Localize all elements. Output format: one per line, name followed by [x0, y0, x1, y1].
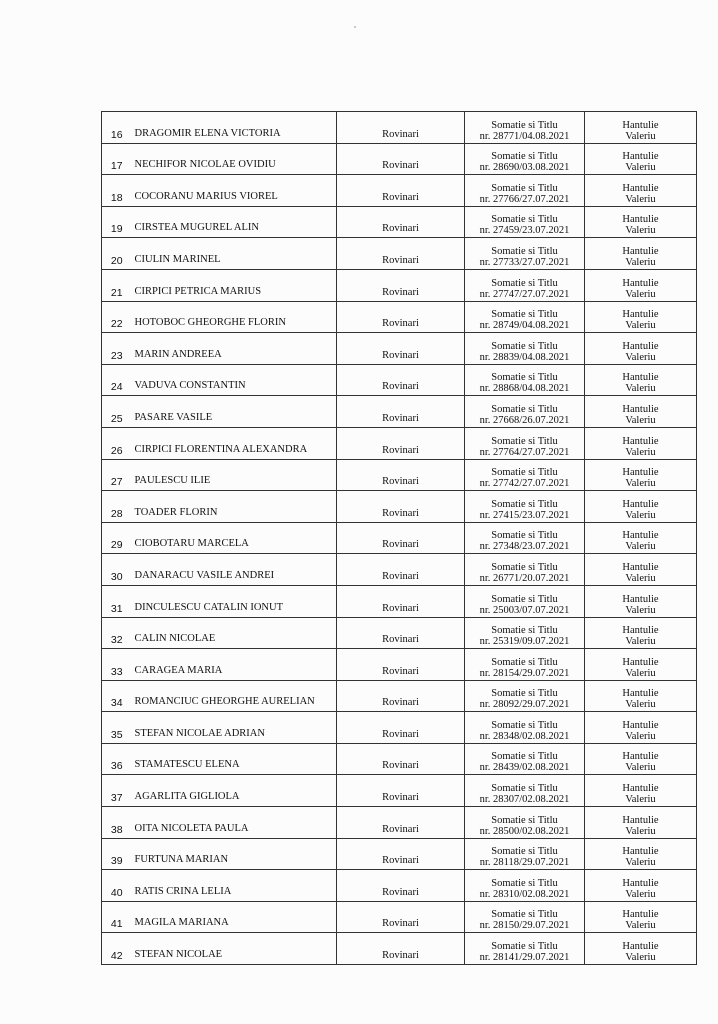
responsible-person — [585, 143, 697, 175]
responsible-person — [585, 175, 697, 207]
document-reference — [465, 870, 585, 902]
responsible-person — [585, 680, 697, 712]
responsible-given-name: Valeriu — [625, 636, 656, 648]
responsible-person — [585, 491, 697, 523]
responsible-surname: Hantulie — [622, 403, 659, 415]
responsible-surname: Hantulie — [622, 656, 659, 668]
person-name: CIULIN MARINEL — [132, 238, 337, 270]
responsible-surname: Hantulie — [622, 435, 659, 447]
row-number: 29 — [102, 522, 132, 554]
responsible-given-name: Valeriu — [625, 667, 656, 679]
locality: Rovinari — [337, 143, 465, 175]
document-number: nr. 27766/27.07.2021 — [479, 193, 570, 205]
document-number: nr. 28839/04.08.2021 — [479, 351, 570, 363]
document-reference — [465, 585, 585, 617]
person-name: HOTOBOC GHEORGHE FLORIN — [132, 301, 337, 333]
person-name: TOADER FLORIN — [132, 491, 337, 523]
document-number: nr. 25319/09.07.2021 — [479, 636, 570, 648]
document-type: Somatie si Titlu — [491, 561, 558, 573]
document-reference — [465, 427, 585, 459]
responsible-surname: Hantulie — [622, 151, 659, 163]
responsible-surname: Hantulie — [622, 719, 659, 731]
responsible-person — [585, 901, 697, 933]
document-number: nr. 28868/04.08.2021 — [479, 383, 570, 395]
responsible-person — [585, 807, 697, 839]
document-type: Somatie si Titlu — [491, 119, 558, 131]
document-number: nr. 28749/04.08.2021 — [479, 320, 570, 332]
document-number: nr. 27459/23.07.2021 — [479, 225, 570, 237]
person-name: CIOBOTARU MARCELA — [132, 522, 337, 554]
responsible-person — [585, 870, 697, 902]
document-type: Somatie si Titlu — [491, 909, 558, 921]
document-type: Somatie si Titlu — [491, 372, 558, 384]
responsible-person — [585, 427, 697, 459]
document-reference — [465, 712, 585, 744]
document-reference — [465, 175, 585, 207]
locality: Rovinari — [337, 301, 465, 333]
responsible-person — [585, 459, 697, 491]
document-number: nr. 26771/20.07.2021 — [479, 572, 570, 584]
table-row — [102, 554, 697, 586]
document-type: Somatie si Titlu — [491, 182, 558, 194]
responsible-surname: Hantulie — [622, 561, 659, 573]
document-number: nr. 25003/07.07.2021 — [479, 604, 570, 616]
row-number: 16 — [102, 112, 132, 144]
document-number: nr. 28150/29.07.2021 — [479, 920, 570, 932]
table-row — [102, 333, 697, 365]
responsible-person — [585, 301, 697, 333]
document-type: Somatie si Titlu — [491, 846, 558, 858]
locality: Rovinari — [337, 807, 465, 839]
document-reference — [465, 143, 585, 175]
document-type: Somatie si Titlu — [491, 688, 558, 700]
person-name: PAULESCU ILIE — [132, 459, 337, 491]
responsible-person — [585, 333, 697, 365]
locality: Rovinari — [337, 269, 465, 301]
document-type: Somatie si Titlu — [491, 656, 558, 668]
responsible-surname: Hantulie — [622, 214, 659, 226]
document-number: nr. 28118/29.07.2021 — [479, 857, 570, 869]
table-row — [102, 870, 697, 902]
locality: Rovinari — [337, 333, 465, 365]
responsible-person — [585, 112, 697, 144]
person-name: OITA NICOLETA PAULA — [132, 807, 337, 839]
locality: Rovinari — [337, 617, 465, 649]
table-row — [102, 491, 697, 523]
responsible-given-name: Valeriu — [625, 730, 656, 742]
locality: Rovinari — [337, 206, 465, 238]
responsible-surname: Hantulie — [622, 119, 659, 131]
table-row — [102, 617, 697, 649]
responsible-given-name: Valeriu — [625, 162, 656, 174]
responsible-given-name: Valeriu — [625, 446, 656, 458]
document-type: Somatie si Titlu — [491, 403, 558, 415]
responsible-given-name: Valeriu — [625, 288, 656, 300]
document-reference — [465, 112, 585, 144]
table-row — [102, 838, 697, 870]
person-name: MARIN ANDREEA — [132, 333, 337, 365]
responsible-surname: Hantulie — [622, 309, 659, 321]
responsible-surname: Hantulie — [622, 372, 659, 384]
document-number: nr. 27348/23.07.2021 — [479, 541, 570, 553]
responsible-given-name: Valeriu — [625, 130, 656, 142]
person-name: NECHIFOR NICOLAE OVIDIU — [132, 143, 337, 175]
locality: Rovinari — [337, 554, 465, 586]
document-reference — [465, 743, 585, 775]
responsible-surname: Hantulie — [622, 593, 659, 605]
document-reference — [465, 649, 585, 681]
table-row — [102, 238, 697, 270]
person-name: CIRPICI PETRICA MARIUS — [132, 269, 337, 301]
document-number: nr. 28348/02.08.2021 — [479, 730, 570, 742]
document-number: nr. 27742/27.07.2021 — [479, 478, 570, 490]
locality: Rovinari — [337, 585, 465, 617]
table-row — [102, 396, 697, 428]
person-name: DINCULESCU CATALIN IONUT — [132, 585, 337, 617]
document-reference — [465, 396, 585, 428]
row-number: 17 — [102, 143, 132, 175]
locality: Rovinari — [337, 175, 465, 207]
row-number: 22 — [102, 301, 132, 333]
document-type: Somatie si Titlu — [491, 719, 558, 731]
document-number: nr. 28092/29.07.2021 — [479, 699, 570, 711]
table-row — [102, 269, 697, 301]
person-name: MAGILA MARIANA — [132, 901, 337, 933]
document-reference — [465, 680, 585, 712]
responsible-person — [585, 649, 697, 681]
document-number: nr. 28141/29.07.2021 — [479, 952, 570, 964]
person-name: AGARLITA GIGLIOLA — [132, 775, 337, 807]
locality: Rovinari — [337, 491, 465, 523]
table-row — [102, 775, 697, 807]
table-row — [102, 743, 697, 775]
table-row — [102, 585, 697, 617]
document-number: nr. 28771/04.08.2021 — [479, 130, 570, 142]
responsible-person — [585, 269, 697, 301]
responsible-person — [585, 712, 697, 744]
document-reference — [465, 333, 585, 365]
row-number: 36 — [102, 743, 132, 775]
row-number: 18 — [102, 175, 132, 207]
document-reference — [465, 522, 585, 554]
row-number: 34 — [102, 680, 132, 712]
person-name: STAMATESCU ELENA — [132, 743, 337, 775]
row-number: 28 — [102, 491, 132, 523]
document-number: nr. 27668/26.07.2021 — [479, 414, 570, 426]
document-number: nr. 27764/27.07.2021 — [479, 446, 570, 458]
responsible-given-name: Valeriu — [625, 509, 656, 521]
document-number: nr. 28439/02.08.2021 — [479, 762, 570, 774]
document-type: Somatie si Titlu — [491, 498, 558, 510]
document-reference — [465, 554, 585, 586]
responsible-person — [585, 554, 697, 586]
row-number: 39 — [102, 838, 132, 870]
responsible-person — [585, 522, 697, 554]
document-reference — [465, 807, 585, 839]
table-row — [102, 522, 697, 554]
document-reference — [465, 775, 585, 807]
document-reference — [465, 491, 585, 523]
table-row — [102, 901, 697, 933]
responsible-surname: Hantulie — [622, 530, 659, 542]
responsible-person — [585, 743, 697, 775]
responsible-surname: Hantulie — [622, 688, 659, 700]
document-type: Somatie si Titlu — [491, 877, 558, 889]
document-reference — [465, 269, 585, 301]
responsible-given-name: Valeriu — [625, 572, 656, 584]
responsible-person — [585, 364, 697, 396]
locality: Rovinari — [337, 427, 465, 459]
row-number: 41 — [102, 901, 132, 933]
responsible-person — [585, 396, 697, 428]
locality: Rovinari — [337, 522, 465, 554]
locality: Rovinari — [337, 112, 465, 144]
row-number: 38 — [102, 807, 132, 839]
document-type: Somatie si Titlu — [491, 467, 558, 479]
table-row — [102, 364, 697, 396]
document-type: Somatie si Titlu — [491, 309, 558, 321]
person-name: FURTUNA MARIAN — [132, 838, 337, 870]
responsible-surname: Hantulie — [622, 846, 659, 858]
row-number: 25 — [102, 396, 132, 428]
document-number: nr. 27415/23.07.2021 — [479, 509, 570, 521]
locality: Rovinari — [337, 775, 465, 807]
document-type: Somatie si Titlu — [491, 277, 558, 289]
locality: Rovinari — [337, 901, 465, 933]
responsible-person — [585, 838, 697, 870]
row-number: 30 — [102, 554, 132, 586]
locality: Rovinari — [337, 364, 465, 396]
document-number: nr. 27733/27.07.2021 — [479, 256, 570, 268]
responsible-given-name: Valeriu — [625, 320, 656, 332]
person-name: VADUVA CONSTANTIN — [132, 364, 337, 396]
responsible-person — [585, 775, 697, 807]
row-number: 27 — [102, 459, 132, 491]
document-type: Somatie si Titlu — [491, 245, 558, 257]
responsible-given-name: Valeriu — [625, 857, 656, 869]
document-reference — [465, 364, 585, 396]
person-name: COCORANU MARIUS VIOREL — [132, 175, 337, 207]
person-name: CIRPICI FLORENTINA ALEXANDRA — [132, 427, 337, 459]
document-type: Somatie si Titlu — [491, 593, 558, 605]
table-row — [102, 807, 697, 839]
responsible-person — [585, 238, 697, 270]
responsible-surname: Hantulie — [622, 182, 659, 194]
responsible-person — [585, 206, 697, 238]
locality: Rovinari — [337, 933, 465, 965]
responsible-person — [585, 617, 697, 649]
person-name: PASARE VASILE — [132, 396, 337, 428]
document-type: Somatie si Titlu — [491, 751, 558, 763]
row-number: 33 — [102, 649, 132, 681]
table-row — [102, 301, 697, 333]
locality: Rovinari — [337, 459, 465, 491]
locality: Rovinari — [337, 396, 465, 428]
locality: Rovinari — [337, 680, 465, 712]
responsible-given-name: Valeriu — [625, 952, 656, 964]
row-number: 19 — [102, 206, 132, 238]
responsible-person — [585, 933, 697, 965]
document-reference — [465, 459, 585, 491]
document-reference — [465, 301, 585, 333]
document-type: Somatie si Titlu — [491, 340, 558, 352]
document-reference — [465, 206, 585, 238]
row-number: 37 — [102, 775, 132, 807]
person-name: CALIN NICOLAE — [132, 617, 337, 649]
table-row — [102, 712, 697, 744]
document-reference — [465, 933, 585, 965]
responsible-surname: Hantulie — [622, 814, 659, 826]
responsible-surname: Hantulie — [622, 751, 659, 763]
table-row — [102, 112, 697, 144]
responsible-given-name: Valeriu — [625, 825, 656, 837]
table-row — [102, 175, 697, 207]
person-name: STEFAN NICOLAE ADRIAN — [132, 712, 337, 744]
document-type: Somatie si Titlu — [491, 814, 558, 826]
records-table — [101, 111, 697, 965]
row-number: 32 — [102, 617, 132, 649]
document-number: nr. 28500/02.08.2021 — [479, 825, 570, 837]
person-name: CIRSTEA MUGUREL ALIN — [132, 206, 337, 238]
responsible-given-name: Valeriu — [625, 383, 656, 395]
document-type: Somatie si Titlu — [491, 941, 558, 953]
document-type: Somatie si Titlu — [491, 214, 558, 226]
table-row — [102, 680, 697, 712]
responsible-surname: Hantulie — [622, 783, 659, 795]
responsible-surname: Hantulie — [622, 467, 659, 479]
responsible-given-name: Valeriu — [625, 541, 656, 553]
responsible-given-name: Valeriu — [625, 920, 656, 932]
responsible-given-name: Valeriu — [625, 351, 656, 363]
document-number: nr. 27747/27.07.2021 — [479, 288, 570, 300]
row-number: 31 — [102, 585, 132, 617]
document-reference — [465, 838, 585, 870]
document-reference — [465, 901, 585, 933]
person-name: CARAGEA MARIA — [132, 649, 337, 681]
responsible-surname: Hantulie — [622, 340, 659, 352]
document-type: Somatie si Titlu — [491, 435, 558, 447]
person-name: RATIS CRINA LELIA — [132, 870, 337, 902]
responsible-surname: Hantulie — [622, 909, 659, 921]
records-table-body — [102, 112, 697, 965]
row-number: 20 — [102, 238, 132, 270]
table-row — [102, 206, 697, 238]
document-number: nr. 28310/02.08.2021 — [479, 888, 570, 900]
person-name: ROMANCIUC GHEORGHE AURELIAN — [132, 680, 337, 712]
responsible-surname: Hantulie — [622, 498, 659, 510]
person-name: DRAGOMIR ELENA VICTORIA — [132, 112, 337, 144]
row-number: 40 — [102, 870, 132, 902]
responsible-given-name: Valeriu — [625, 193, 656, 205]
responsible-person — [585, 585, 697, 617]
row-number: 23 — [102, 333, 132, 365]
responsible-given-name: Valeriu — [625, 478, 656, 490]
document-type: Somatie si Titlu — [491, 783, 558, 795]
person-name: STEFAN NICOLAE — [132, 933, 337, 965]
row-number: 24 — [102, 364, 132, 396]
responsible-given-name: Valeriu — [625, 414, 656, 426]
locality: Rovinari — [337, 238, 465, 270]
responsible-given-name: Valeriu — [625, 699, 656, 711]
locality: Rovinari — [337, 838, 465, 870]
table-row — [102, 459, 697, 491]
responsible-surname: Hantulie — [622, 941, 659, 953]
responsible-surname: Hantulie — [622, 625, 659, 637]
document-type: Somatie si Titlu — [491, 530, 558, 542]
document-number: nr. 28154/29.07.2021 — [479, 667, 570, 679]
document-reference — [465, 238, 585, 270]
person-name: DANARACU VASILE ANDREI — [132, 554, 337, 586]
responsible-surname: Hantulie — [622, 245, 659, 257]
document-type: Somatie si Titlu — [491, 151, 558, 163]
responsible-given-name: Valeriu — [625, 762, 656, 774]
document-reference — [465, 617, 585, 649]
document-number: nr. 28307/02.08.2021 — [479, 794, 570, 806]
scan-speck — [354, 26, 356, 28]
row-number: 35 — [102, 712, 132, 744]
row-number: 21 — [102, 269, 132, 301]
document-number: nr. 28690/03.08.2021 — [479, 162, 570, 174]
table-row — [102, 427, 697, 459]
table-row — [102, 649, 697, 681]
locality: Rovinari — [337, 870, 465, 902]
responsible-given-name: Valeriu — [625, 604, 656, 616]
table-row — [102, 143, 697, 175]
locality: Rovinari — [337, 649, 465, 681]
locality: Rovinari — [337, 743, 465, 775]
responsible-given-name: Valeriu — [625, 794, 656, 806]
row-number: 42 — [102, 933, 132, 965]
responsible-given-name: Valeriu — [625, 256, 656, 268]
responsible-given-name: Valeriu — [625, 888, 656, 900]
responsible-given-name: Valeriu — [625, 225, 656, 237]
row-number: 26 — [102, 427, 132, 459]
locality: Rovinari — [337, 712, 465, 744]
responsible-surname: Hantulie — [622, 277, 659, 289]
responsible-surname: Hantulie — [622, 877, 659, 889]
document-type: Somatie si Titlu — [491, 625, 558, 637]
table-row — [102, 933, 697, 965]
